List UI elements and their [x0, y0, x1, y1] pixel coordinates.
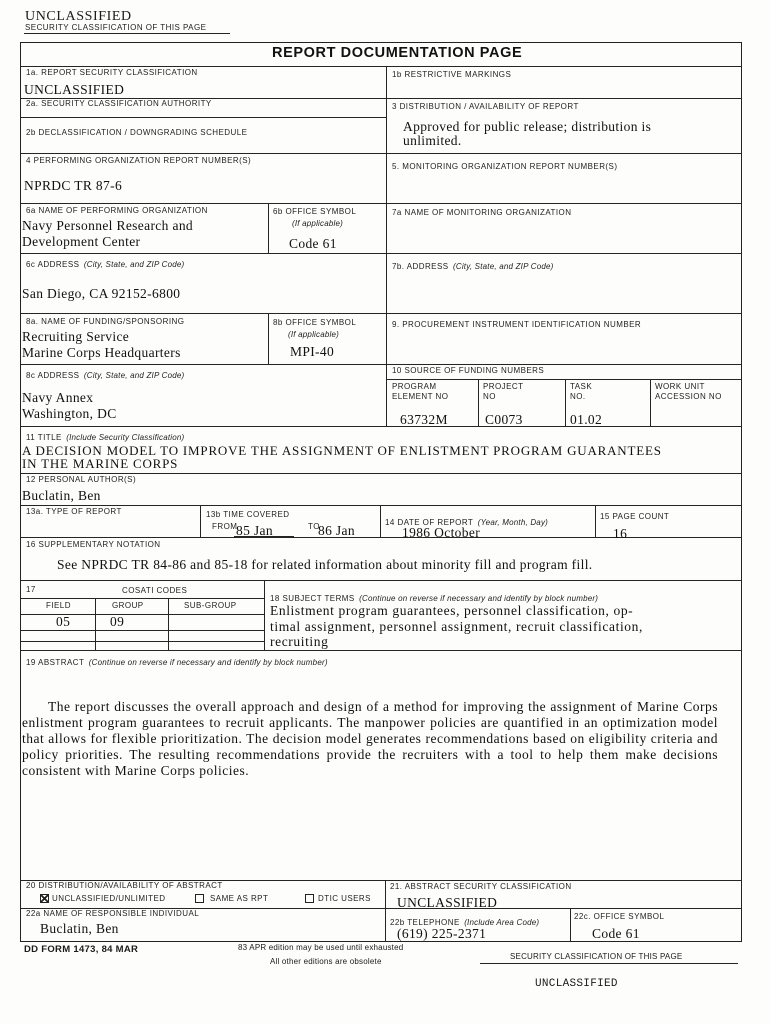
- block-8b-value: MPI-40: [290, 344, 335, 359]
- block-17-label: COSATI CODES: [122, 586, 188, 595]
- page-classification-caption-bottom: SECURITY CLASSIFICATION OF THIS PAGE: [510, 952, 683, 961]
- block-14-note: (Year, Month, Day): [477, 518, 549, 527]
- block-21-value: UNCLASSIFIED: [397, 895, 498, 910]
- page-classification-bottom: UNCLASSIFIED: [535, 978, 618, 990]
- block-7b-note: (City, State, and ZIP Code): [452, 262, 554, 271]
- form-rule: [264, 580, 265, 650]
- time-from-underline: [234, 536, 294, 537]
- subject-terms-line: timal assignment, personnel assignment, recruit classification,: [270, 619, 643, 634]
- block-12-label: 12 PERSONAL AUTHOR(S): [26, 475, 137, 484]
- time-from-value: 85 Jan: [236, 523, 273, 538]
- cosati-subgroup-header: SUB-GROUP: [184, 601, 237, 610]
- block-3-value-line: Approved for public release; distribution is: [403, 119, 652, 134]
- block-15-value: 16: [613, 526, 628, 541]
- form-rule: [95, 598, 96, 650]
- block-8c-label: [26, 365, 184, 383]
- block-11-label-text: 11 TITLE: [26, 433, 62, 442]
- block-8c-note: (City, State, and ZIP Code): [83, 371, 185, 380]
- project-no-value: C0073: [485, 412, 523, 427]
- form-rule: [268, 313, 269, 364]
- block-3-value-line: unlimited.: [403, 133, 462, 148]
- program-element-value: 63732M: [400, 412, 448, 427]
- work-unit-header: ACCESSION NO: [655, 392, 722, 401]
- subject-terms-line: Enlistment program guarantees, personnel classification, op-: [270, 603, 634, 618]
- block-13a-label: 13a. TYPE OF REPORT: [26, 507, 122, 516]
- form-rule: [595, 505, 596, 537]
- subject-terms-line: recruiting: [270, 634, 329, 649]
- block-6c-label-text: 6c ADDRESS: [26, 260, 80, 269]
- project-no-header: PROJECT: [483, 382, 524, 391]
- block-9-label: 9. PROCUREMENT INSTRUMENT IDENTIFICATION NUMBER: [392, 320, 642, 329]
- block-3-label: 3 DISTRIBUTION / AVAILABILITY OF REPORT: [392, 102, 579, 111]
- block-17-number: 17: [26, 585, 36, 594]
- form-rule: [20, 598, 264, 599]
- time-to-value: 86 Jan: [318, 523, 355, 538]
- block-6b-label: 6b OFFICE SYMBOL: [273, 207, 357, 216]
- form-rule: [20, 580, 742, 581]
- caption-underline: [24, 33, 230, 34]
- block-14-label-text: 14 DATE OF REPORT: [385, 518, 474, 527]
- work-unit-header: WORK UNIT: [655, 382, 705, 391]
- form-rule: [385, 880, 386, 942]
- block-1a-label: 1a. REPORT SECURITY CLASSIFICATION: [26, 68, 198, 77]
- cosati-group-value: 09: [110, 614, 125, 629]
- block-22b-value: (619) 225-2371: [397, 926, 487, 941]
- checkbox-same-as-rpt: [195, 894, 204, 903]
- block-2b-label: 2b DECLASSIFICATION / DOWNGRADING SCHEDULE: [26, 128, 248, 137]
- block-22b-note: (Include Area Code): [464, 918, 540, 927]
- footer-rule: [480, 963, 738, 964]
- block-8a-value-line: Recruiting Service: [22, 329, 130, 344]
- block-1a-value: UNCLASSIFIED: [24, 82, 125, 97]
- form-rule: [565, 379, 566, 426]
- block-6c-note: (City, State, and ZIP Code): [83, 260, 185, 269]
- block-22c-value: Code 61: [592, 926, 640, 941]
- block-19-label: [26, 652, 328, 670]
- edition-note-line: 83 APR edition may be used until exhausted: [238, 943, 404, 952]
- form-rule: [20, 641, 264, 642]
- block-6c-value: San Diego, CA 92152-6800: [22, 286, 181, 301]
- form-rule: [20, 313, 742, 314]
- form-rule: [478, 379, 479, 426]
- option-same-as-rpt: SAME AS RPT: [210, 894, 269, 903]
- block-6b-note: (If applicable): [292, 219, 344, 228]
- block-8a-label: 8a. NAME OF FUNDING/SPONSORING: [26, 317, 185, 326]
- report-title-line: A DECISION MODEL TO IMPROVE THE ASSIGNMENT OF ENLISTMENT PROGRAM GUARANTEES: [22, 443, 662, 458]
- page-classification-caption-top: SECURITY CLASSIFICATION OF THIS PAGE: [25, 23, 207, 32]
- block-19-label-text: 19 ABSTRACT: [26, 658, 85, 667]
- block-8b-label: 8b OFFICE SYMBOL: [273, 318, 357, 327]
- form-frame: [20, 42, 742, 942]
- checkbox-dtic-users: [305, 894, 314, 903]
- block-2a-label: 2a. SECURITY CLASSIFICATION AUTHORITY: [26, 99, 212, 108]
- program-element-header: ELEMENT NO: [392, 392, 449, 401]
- block-22a-label: 22a NAME OF RESPONSIBLE INDIVIDUAL: [26, 909, 200, 918]
- form-rule: [20, 650, 742, 651]
- block-8a-value-line: Marine Corps Headquarters: [22, 345, 181, 360]
- time-from-label: FROM: [212, 522, 238, 531]
- block-16-label: 16 SUPPLEMENTARY NOTATION: [26, 540, 161, 549]
- block-4-value: NPRDC TR 87-6: [24, 178, 123, 193]
- time-to-label: TO: [308, 522, 320, 531]
- cosati-field-header: FIELD: [46, 601, 71, 610]
- form-rule: [168, 598, 169, 650]
- block-6c-label: [26, 254, 184, 272]
- report-title-line: IN THE MARINE CORPS: [22, 456, 179, 471]
- block-8c-value-line: Washington, DC: [22, 406, 117, 421]
- task-no-header: TASK: [570, 382, 593, 391]
- task-no-value: 01.02: [570, 412, 603, 427]
- form-rule: [386, 66, 387, 426]
- block-7a-label: 7a NAME OF MONITORING ORGANIZATION: [392, 208, 572, 217]
- block-22a-value: Buclatin, Ben: [40, 921, 119, 936]
- form-rule: [20, 473, 742, 474]
- option-dtic-users: DTIC USERS: [318, 894, 371, 903]
- block-22c-label: 22c. OFFICE SYMBOL: [574, 912, 665, 921]
- block-13b-label: 13b TIME COVERED: [206, 510, 290, 519]
- block-10-label: 10 SOURCE OF FUNDING NUMBERS: [392, 366, 545, 375]
- form-title: REPORT DOCUMENTATION PAGE: [272, 45, 523, 61]
- block-1b-label: 1b RESTRICTIVE MARKINGS: [392, 70, 512, 79]
- block-15-label: 15 PAGE COUNT: [600, 512, 670, 521]
- block-5-label: 5. MONITORING ORGANIZATION REPORT NUMBER(S): [392, 162, 618, 171]
- block-11-note: (Include Security Classification): [66, 433, 185, 442]
- cosati-group-header: GROUP: [112, 601, 144, 610]
- block-6a-value-line: Development Center: [22, 234, 141, 249]
- form-rule: [20, 66, 742, 67]
- form-rule: [386, 379, 742, 380]
- block-20-label: 20 DISTRIBUTION/AVAILABILITY OF ABSTRACT: [26, 881, 223, 890]
- block-8b-note: (If applicable): [288, 330, 340, 339]
- block-8c-label-text: 8c ADDRESS: [26, 371, 80, 380]
- form-rule: [20, 505, 742, 506]
- block-14-value: 1986 October: [402, 525, 481, 540]
- block-21-label: 21. ABSTRACT SECURITY CLASSIFICATION: [390, 882, 572, 891]
- page-classification-top: UNCLASSIFIED: [25, 9, 132, 24]
- abstract-text: The report discusses the overall approach and design of a method for improving the assignment of Marine Corps enlistment program guarantees to recruit applicants. The manpower policies are quantified in an optimization model that allows for flexible prioritization. The decision model generates recommendations based on eligibility criteria and policy priorities. The resulting recommendations provide the recruiters with a tool to help them make decisions consistent with Marine Corps policies.: [22, 699, 718, 778]
- block-6b-value: Code 61: [289, 236, 337, 251]
- form-rule: [20, 117, 386, 118]
- edition-note-line: All other editions are obsolete: [270, 957, 382, 966]
- block-16-value: See NPRDC TR 84-86 and 85-18 for related information about minority fill and program fill.: [57, 557, 593, 572]
- block-12-value: Buclatin, Ben: [22, 488, 101, 503]
- form-rule: [20, 537, 742, 538]
- block-22b-label-text: 22b TELEPHONE: [390, 918, 460, 927]
- form-rule: [380, 505, 381, 537]
- program-element-header: PROGRAM: [392, 382, 437, 391]
- form-rule: [20, 153, 742, 154]
- block-8c-value-line: Navy Annex: [22, 390, 94, 405]
- block-18-note: (Continue on reverse if necessary and identify by block number): [359, 594, 599, 603]
- form-rule: [570, 908, 571, 942]
- block-7b-label-text: 7b. ADDRESS: [392, 262, 449, 271]
- project-no-header: NO: [483, 392, 496, 401]
- form-rule: [200, 505, 201, 537]
- block-7b-label: [392, 256, 554, 274]
- block-6a-value-line: Navy Personnel Research and: [22, 218, 194, 233]
- task-no-header: NO.: [570, 392, 586, 401]
- block-19-note: (Continue on reverse if necessary and identify by block number): [88, 658, 328, 667]
- cosati-field-value: 05: [56, 614, 71, 629]
- block-18-label-text: 18 SUBJECT TERMS: [270, 594, 355, 603]
- checkbox-unclassified-unlimited: [40, 894, 49, 903]
- form-id: DD FORM 1473, 84 MAR: [24, 944, 139, 955]
- block-4-label: 4 PERFORMING ORGANIZATION REPORT NUMBER(S): [26, 156, 252, 165]
- form-rule: [20, 630, 264, 631]
- form-rule: [268, 203, 269, 253]
- form-rule: [650, 379, 651, 426]
- form-rule: [20, 203, 742, 204]
- option-unclassified-unlimited: UNCLASSIFIED/UNLIMITED: [52, 894, 166, 903]
- block-6a-label: 6a NAME OF PERFORMING ORGANIZATION: [26, 206, 208, 215]
